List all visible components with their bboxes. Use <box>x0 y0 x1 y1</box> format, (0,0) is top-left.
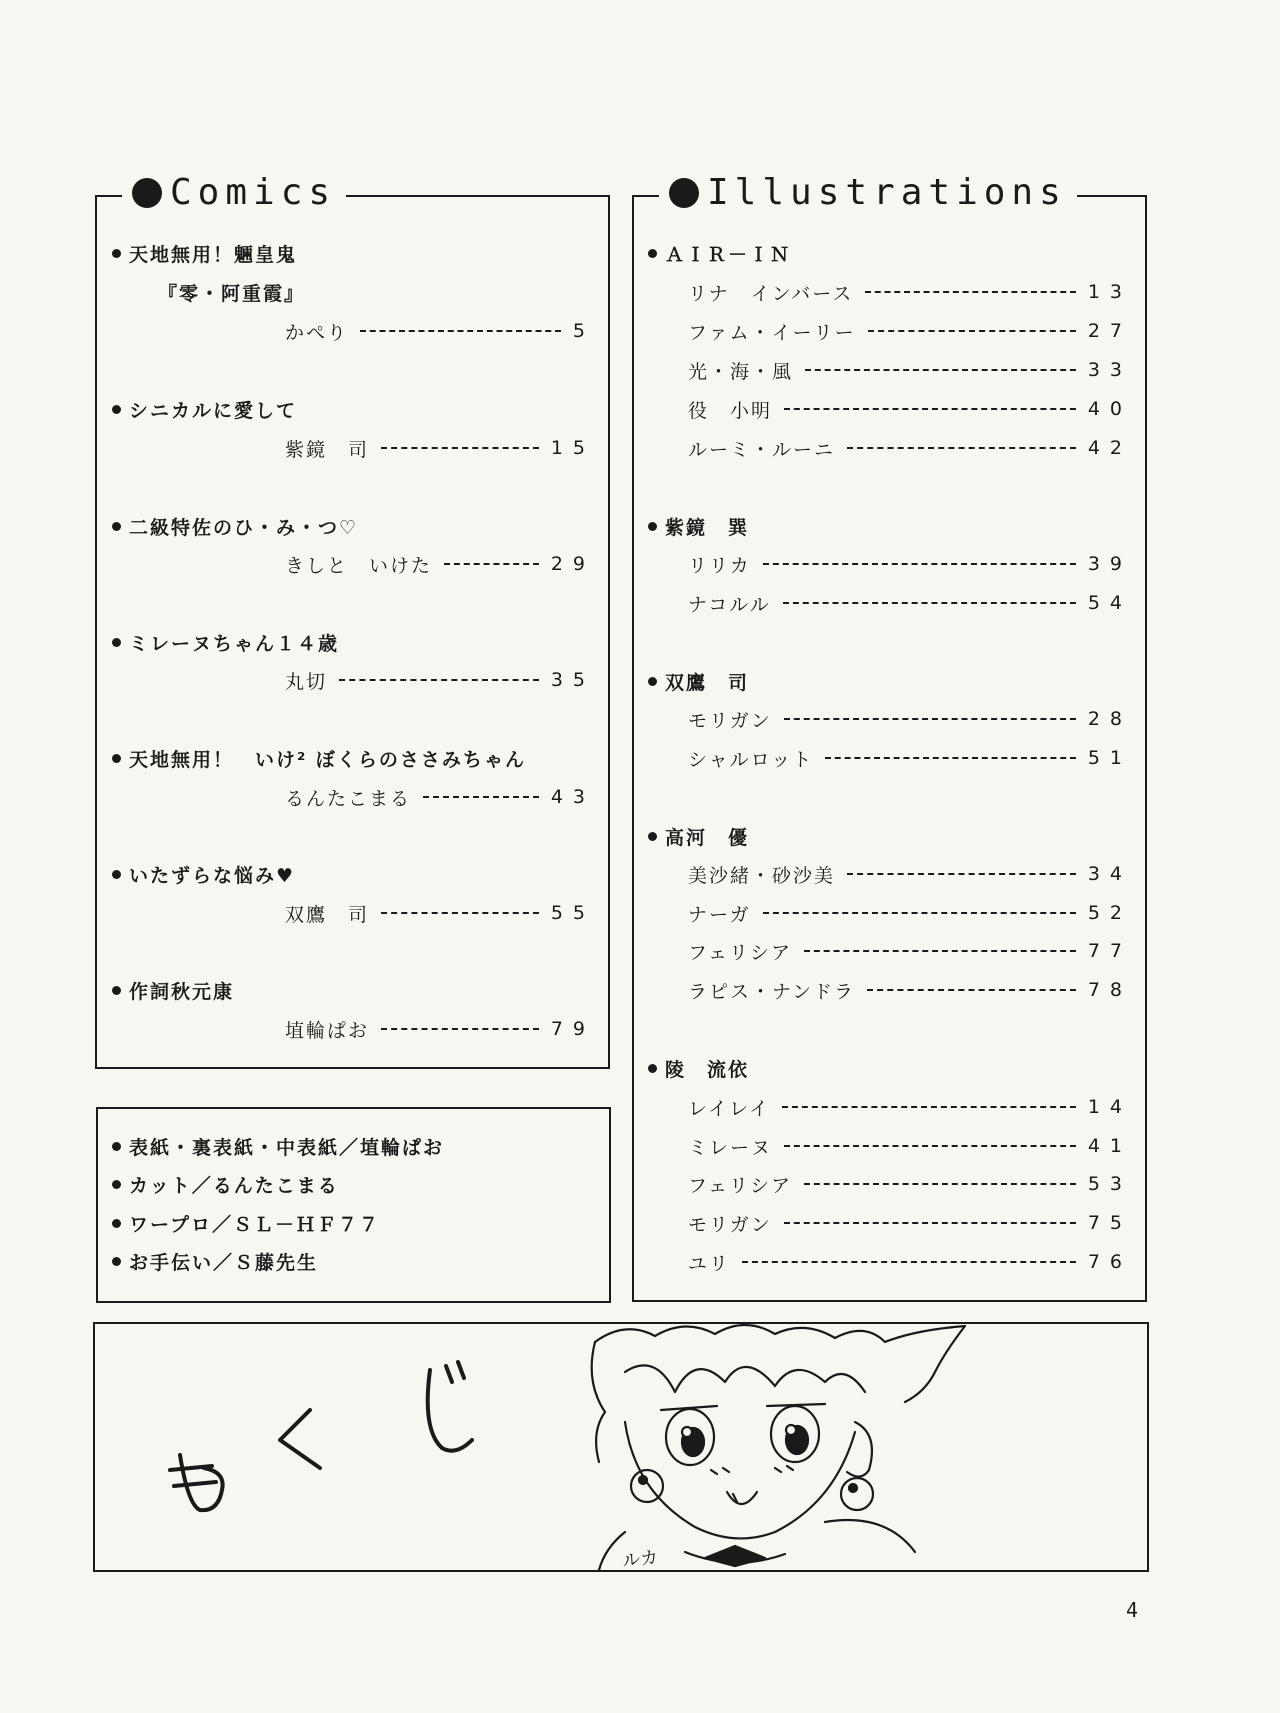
illustration-item: ミレーヌ 41 <box>688 1135 1132 1159</box>
page-number: 4 <box>1126 1598 1139 1622</box>
leader-dots <box>339 679 539 681</box>
illustration-artist-4: 高河 優 <box>648 821 749 851</box>
illustration-item: レイレイ 14 <box>688 1096 1132 1120</box>
illustration-item: ナコルル 54 <box>688 592 1132 616</box>
leader-dots <box>763 912 1076 914</box>
leader-dots <box>825 757 1076 759</box>
illustrations-header: Illustrations <box>659 171 1077 215</box>
leader-dots <box>360 330 561 332</box>
bullet-icon <box>112 1219 121 1228</box>
leader-dots <box>805 369 1076 371</box>
comic-entry-3: きしと いけた 29 <box>285 553 595 577</box>
illustration-item: ラピス・ナンドラ 78 <box>688 979 1132 1003</box>
illustration-artist-3: 双鷹 司 <box>648 666 749 696</box>
leader-dots <box>381 912 539 914</box>
bullet-icon <box>132 178 162 208</box>
bullet-icon <box>648 249 657 258</box>
bullet-icon <box>648 677 657 686</box>
bullet-icon <box>112 1142 121 1151</box>
comic-title-7: 作詞秋元康 <box>112 975 234 1005</box>
leader-dots <box>847 873 1076 875</box>
credit-cut: カット／るんたこまる <box>112 1167 339 1201</box>
artist-signature: ルカ <box>621 1547 660 1572</box>
comic-entry-2: 紫鏡 司 15 <box>285 437 595 461</box>
illustration-item: ルーミ・ルーニ 42 <box>688 437 1132 461</box>
leader-dots <box>804 950 1076 952</box>
illustration-item: 美沙緒・砂沙美 34 <box>688 863 1132 887</box>
comic-entry-7: 埴輪ぱお 79 <box>285 1018 595 1042</box>
leader-dots <box>381 447 539 449</box>
leader-dots <box>804 1183 1076 1185</box>
mokuji-title-art <box>160 1360 480 1520</box>
illustration-item: モリガン 75 <box>688 1212 1132 1236</box>
comics-header: Comics <box>122 171 346 215</box>
leader-dots <box>423 796 539 798</box>
bullet-icon <box>112 1257 121 1266</box>
illustration-item: フェリシア 77 <box>688 940 1132 964</box>
credit-wordpro: ワープロ／ＳＬ－ＨＦ７７ <box>112 1206 380 1240</box>
leader-dots <box>867 989 1076 991</box>
illustration-item: リナ インバース 13 <box>688 281 1132 305</box>
bullet-icon <box>112 870 121 879</box>
leader-dots <box>782 1106 1076 1108</box>
illustration-item: 光・海・風 33 <box>688 359 1132 383</box>
bullet-icon <box>112 405 121 414</box>
leader-dots <box>784 408 1076 410</box>
leader-dots <box>444 563 539 565</box>
comic-entry-4: 丸切 35 <box>285 669 595 693</box>
credit-cover: 表紙・裏表紙・中表紙／埴輪ぱお <box>112 1129 444 1163</box>
bullet-icon <box>112 754 121 763</box>
bullet-icon <box>112 986 121 995</box>
illustration-item: 役 小明 40 <box>688 398 1132 422</box>
comic-title-6: いたずらな悩み♥ <box>112 859 295 889</box>
comic-title-5: 天地無用！ いけ² ぼくらのささみちゃん <box>112 743 526 773</box>
illustration-artist-1: ＡＩＲ－ＩＮ <box>648 238 791 268</box>
comic-entry-1: かぺり 5 <box>285 320 595 344</box>
comic-subtitle-1: 『零・阿重霞』 <box>158 282 306 305</box>
illustration-item: ファム・イーリー 27 <box>688 320 1132 344</box>
illustration-item: シャルロット 51 <box>688 747 1132 771</box>
leader-dots <box>868 330 1076 332</box>
illustration-item: モリガン 28 <box>688 708 1132 732</box>
bullet-icon <box>648 1064 657 1073</box>
bullet-icon <box>112 522 121 531</box>
illustration-artist-5: 陵 流依 <box>648 1053 749 1083</box>
illustration-item: リリカ 39 <box>688 553 1132 577</box>
leader-dots <box>847 447 1076 449</box>
comic-entry-5: るんたこまる 43 <box>285 786 595 810</box>
illustration-item: ナーガ 52 <box>688 902 1132 926</box>
bullet-icon <box>112 249 121 258</box>
illustration-artist-2: 紫鏡 巽 <box>648 511 749 541</box>
leader-dots <box>865 291 1075 293</box>
character-illustration <box>585 1322 985 1570</box>
illustration-item: フェリシア 53 <box>688 1173 1132 1197</box>
leader-dots <box>763 563 1076 565</box>
comic-title-3: 二級特佐のひ・み・つ♡ <box>112 511 358 541</box>
comic-entry-6: 双鷹 司 55 <box>285 902 595 926</box>
comic-title-2: シニカルに愛して <box>112 394 297 424</box>
leader-dots <box>784 718 1076 720</box>
bullet-icon <box>112 638 121 647</box>
leader-dots <box>783 602 1076 604</box>
comic-title-4: ミレーヌちゃん１４歳 <box>112 627 339 657</box>
leader-dots <box>784 1145 1076 1147</box>
credit-helper: お手伝い／Ｓ藤先生 <box>112 1244 318 1278</box>
illustration-item: ユリ 76 <box>688 1251 1132 1275</box>
bullet-icon <box>648 522 657 531</box>
leader-dots <box>381 1028 539 1030</box>
comic-title-1: 天地無用！魎皇鬼 <box>112 238 297 268</box>
bullet-icon <box>112 1180 121 1189</box>
bullet-icon <box>648 832 657 841</box>
bullet-icon <box>669 178 699 208</box>
leader-dots <box>784 1222 1076 1224</box>
leader-dots <box>742 1261 1076 1263</box>
